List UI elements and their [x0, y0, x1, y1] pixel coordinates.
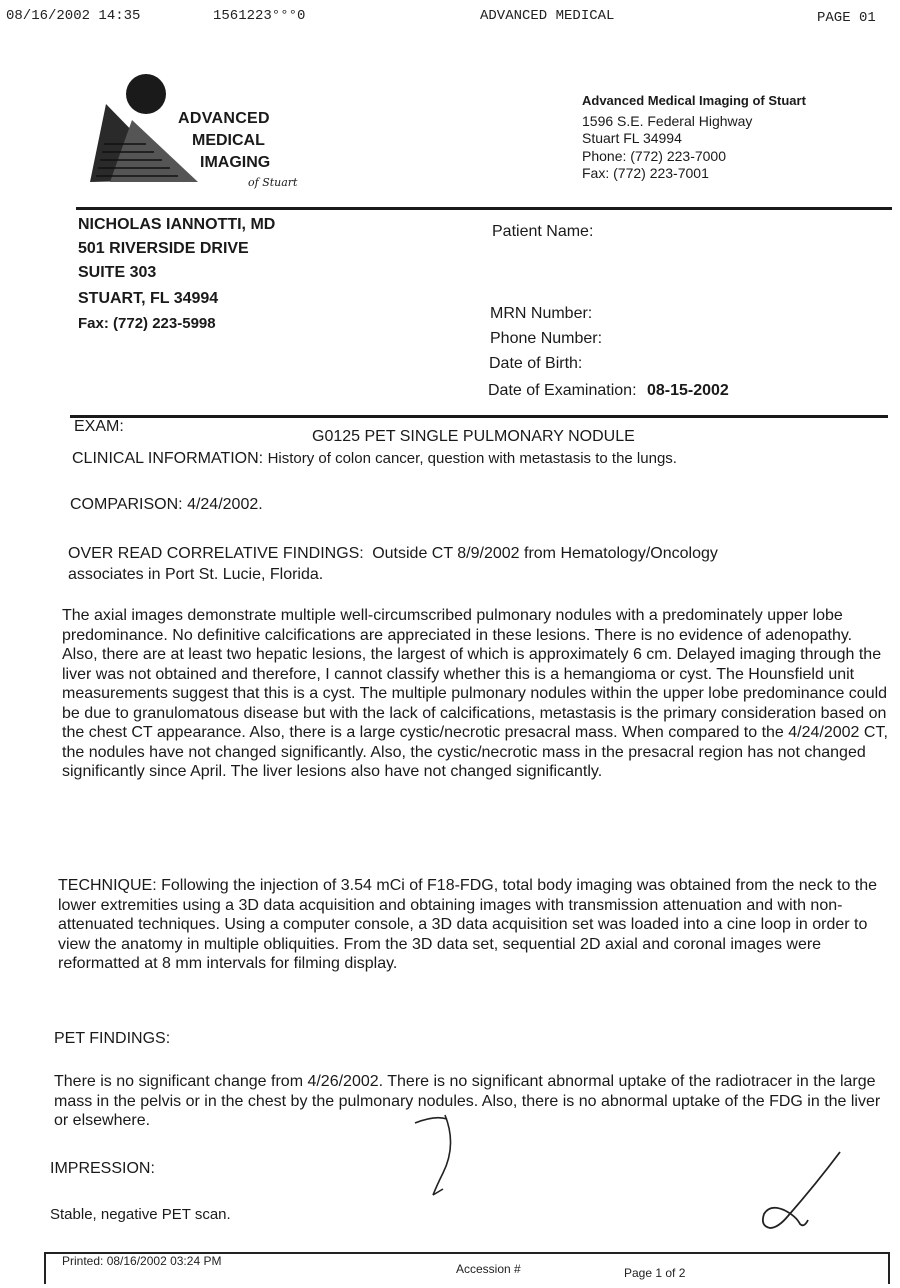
fax-sender: ADVANCED MEDICAL — [480, 8, 615, 24]
physician-address2: SUITE 303 — [78, 264, 157, 281]
facility-fax: Fax: (772) 223-7001 — [582, 165, 709, 181]
facility-phone: Phone: (772) 223-7000 — [582, 148, 726, 164]
impression-value: Stable, negative PET scan. — [50, 1206, 231, 1223]
facility-address1: 1596 S.E. Federal Highway — [582, 113, 753, 129]
exam-value: G0125 PET SINGLE PULMONARY NODULE — [312, 428, 635, 445]
exam-label: EXAM: — [74, 418, 124, 435]
clinical-information — [72, 450, 677, 468]
logo-line-medical: MEDICAL — [192, 132, 265, 149]
comparison-label: COMPARISON: — [70, 496, 183, 513]
physician-address3: STUART, FL 34994 — [78, 290, 219, 307]
clinical-value: History of colon cancer, question with metastasis to the lungs. — [267, 450, 677, 467]
physician-fax-label: Fax: — [78, 315, 109, 332]
header-divider — [76, 207, 892, 210]
physician-fax-number: (772) 223-5998 — [113, 315, 216, 332]
logo-line-advanced: ADVANCED — [178, 110, 270, 127]
facility-name: Advanced Medical Imaging of Stuart — [582, 93, 806, 108]
overread-line1 — [68, 545, 718, 563]
pet-findings-label: PET FINDINGS: — [54, 1030, 171, 1047]
logo-line-imaging: IMAGING — [200, 154, 271, 171]
physician-address1: 501 RIVERSIDE DRIVE — [78, 240, 249, 257]
fax-number: 1561223°°°0 — [213, 8, 306, 24]
overread-label: OVER READ CORRELATIVE FINDINGS: — [68, 545, 364, 562]
patient-name-label: Patient Name: — [492, 223, 594, 240]
fax-datetime: 08/16/2002 14:35 — [6, 8, 141, 24]
findings-paragraph: The axial images demonstrate multiple well-circumscribed pulmonary nodules with a predominately upper lobe predominance. No definitive calcifications are appreciated in these lesions. There is no evidence of adenopathy. Also, there are at least two hepatic lesions, the largest of which is approximately 6 cm. Delayed imaging through the liver was not obtained and therefore, I cannot classify whether this is a hemangioma or cyst. The Hounsfield unit measurements suggest that this is a cyst. The multiple pulmonary nodules within the upper lobe predominance could be due to granulomatous disease but with the lack of calcifications, metastasis is the primary consideration based on the chest CT appearance. Also, there is a large cystic/necrotic presacral mass. When compared to the 4/24/2002 CT, the nodules have not changed significantly. Also, the cystic/necrotic mass in the presacral region has not changed significantly since April. The liver lesions also have not changed significantly. — [62, 607, 888, 780]
overread-value1: Outside CT 8/9/2002 from Hematology/Oncology — [372, 545, 718, 562]
technique-paragraph: TECHNIQUE: Following the injection of 3.54 mCi of F18-FDG, total body imaging was obtained from the neck to the lower extremities using a 3D data acquisition and obtaining images with transmission attenuation and with non-attenuated techniques. Using a computer console, a 3D data acquisition set was loaded into a cine loop in order to view the anatomy in multiple obliquities. From the 3D data set, sequential 2D axial and coronal images were reformatted at 8 mm intervals for filming display. — [58, 877, 878, 972]
overread-line2: associates in Port St. Lucie, Florida. — [68, 566, 324, 583]
fax-page: PAGE 01 — [817, 10, 876, 26]
footer-page: Page 1 of 2 — [624, 1266, 686, 1280]
logo-line-stuart: of Stuart — [248, 176, 298, 189]
clinical-label: CLINICAL INFORMATION: — [72, 450, 264, 467]
hand-annotation-icon — [395, 1085, 475, 1205]
logo — [88, 72, 308, 192]
pet-findings-paragraph: There is no significant change from 4/26/2002. There is no significant abnormal uptake of the radiotracer in the large mass in the pelvis or in the chest by the pulmonary nodules. Also, there is no abnormal uptake of the FDG in the liver or elsewhere. — [54, 1073, 881, 1129]
impression-label: IMPRESSION: — [50, 1160, 155, 1177]
dob-label: Date of Birth: — [489, 355, 583, 372]
physician-fax — [78, 315, 216, 332]
phone-label: Phone Number: — [490, 330, 603, 347]
signature-icon — [756, 1148, 856, 1238]
comparison — [70, 496, 263, 514]
exam-date-label: Date of Examination: — [488, 382, 637, 399]
physician-name: NICHOLAS IANNOTTI, MD — [78, 216, 276, 233]
comparison-value: 4/24/2002. — [187, 496, 263, 513]
footer-printed: Printed: 08/16/2002 03:24 PM — [62, 1254, 222, 1268]
facility-address2: Stuart FL 34994 — [582, 130, 682, 146]
footer-accession: Accession # — [456, 1262, 521, 1276]
patient-divider — [70, 415, 888, 418]
mrn-label: MRN Number: — [490, 305, 593, 322]
exam-date-value: 08-15-2002 — [646, 382, 729, 399]
exam-date — [488, 382, 729, 400]
